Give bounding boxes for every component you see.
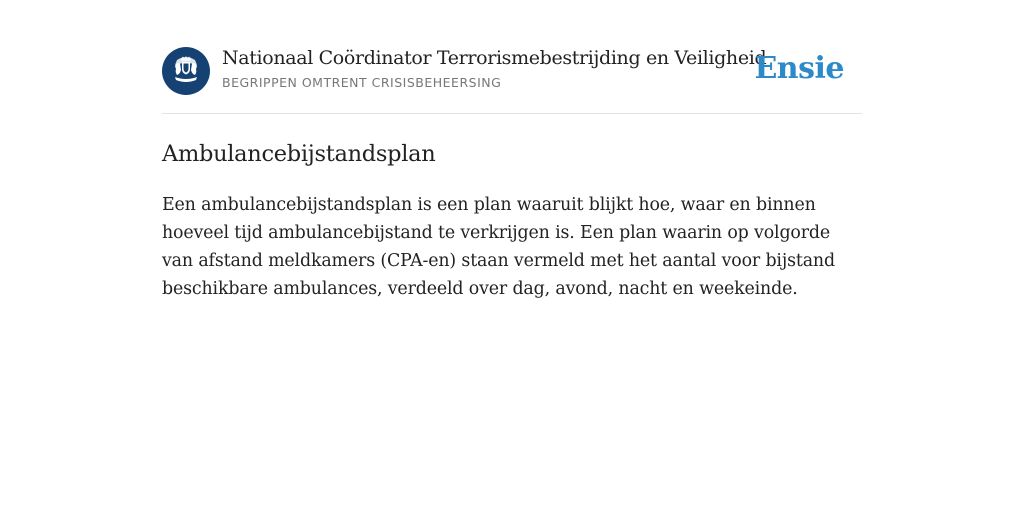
coat-of-arms-icon	[162, 47, 210, 95]
header	[162, 46, 862, 114]
ensie-brand-logo[interactable]: Ensie	[754, 51, 844, 86]
organization-logo[interactable]	[162, 47, 210, 95]
term-definition: Een ambulancebijstandsplan is een plan waaruit blijkt hoe, waar en binnen hoeveel tijd ambulancebijstand te verkrijgen is. Een plan waarin op volgorde van afstand meldkamers (CPA-en) staan vermeld met het aantal voor bijstand beschikbare ambulances, verdeeld over dag, avond, nacht en weekeinde.	[162, 195, 835, 299]
term-title: Ambulancebijstandsplan	[162, 141, 436, 167]
organization-title[interactable]: Nationaal Coördinator Terrorismebestrijding en Veiligheid	[222, 47, 767, 69]
organization-subtitle: BEGRIPPEN OMTRENT CRISISBEHEERSING	[222, 75, 502, 90]
content-container	[162, 46, 862, 303]
